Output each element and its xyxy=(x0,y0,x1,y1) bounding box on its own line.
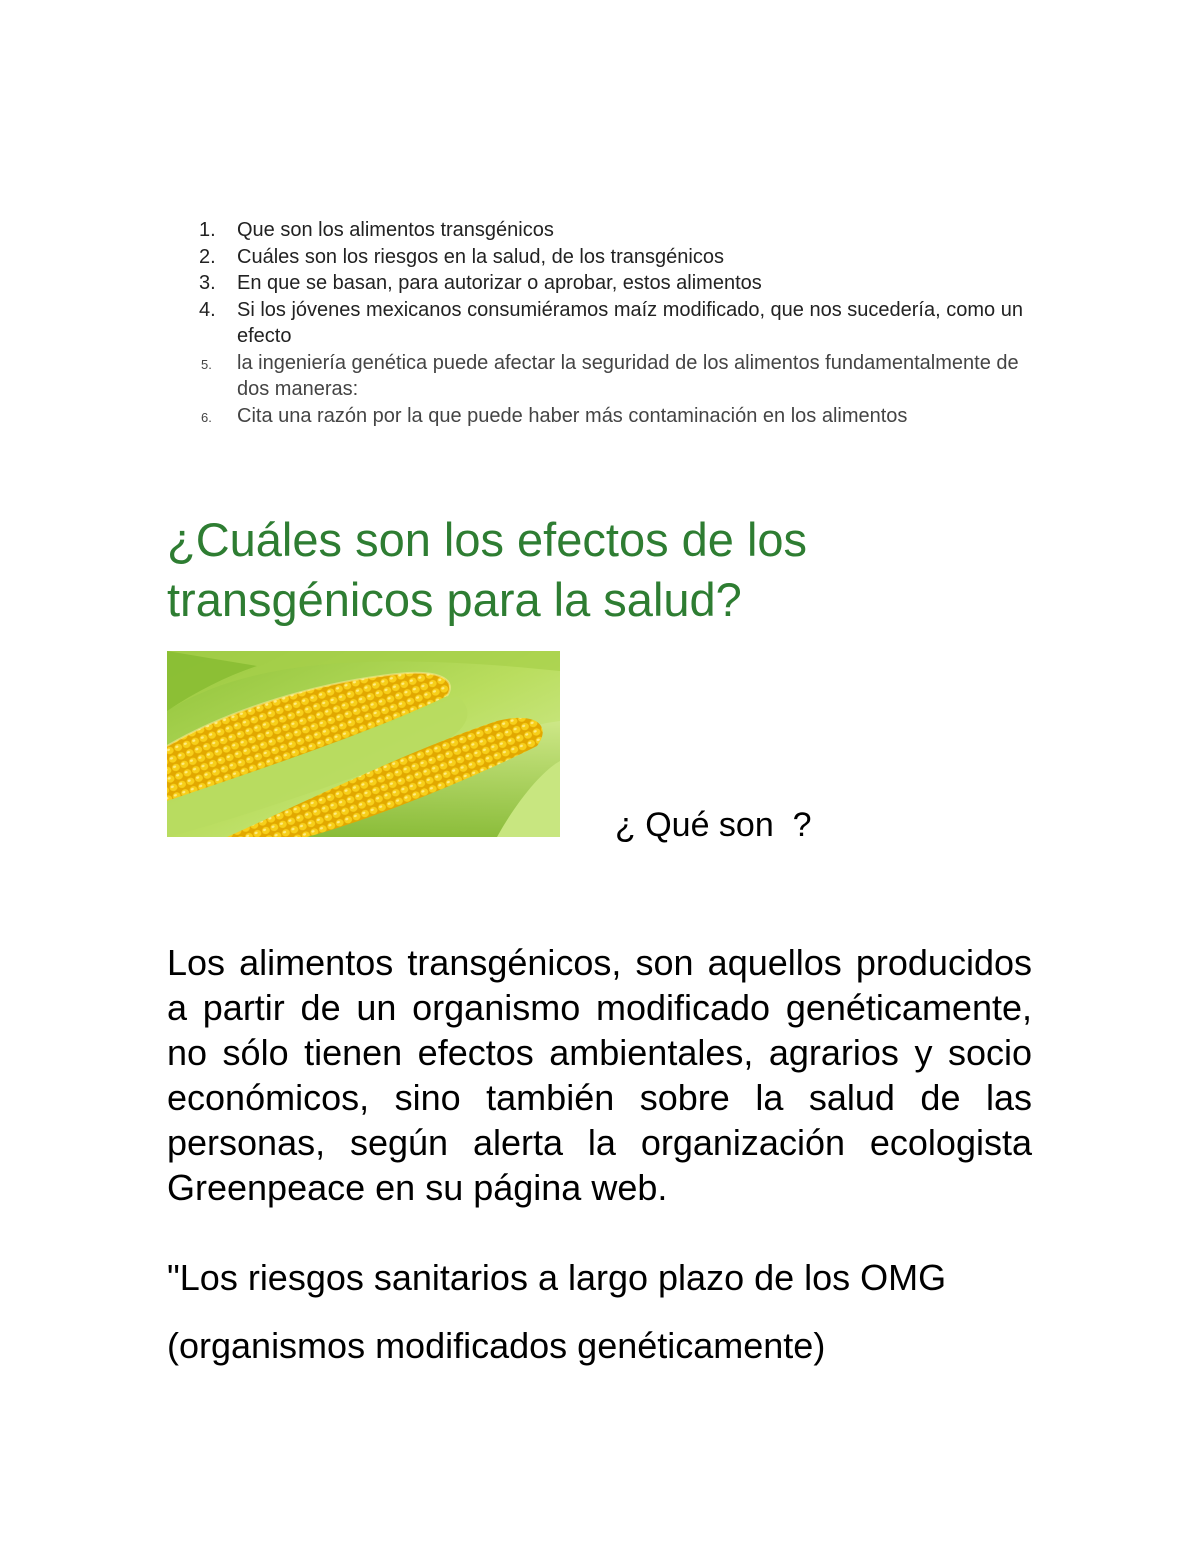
list-item xyxy=(167,270,1047,297)
list-number: 1. xyxy=(199,219,216,241)
section-heading: ¿Cuáles son los efectos de los transgénicos para la salud? xyxy=(167,513,808,626)
subheading: ¿ Qué son ? xyxy=(615,806,812,844)
list-item xyxy=(167,217,1047,244)
body-paragraph: Los alimentos transgénicos, son aquellos producidos a partir de un organismo modificado genéticamente, no sólo tienen efectos ambientales, agrarios y socio económicos, sino también sobre la salud de las personas, según alerta la organización ecologista Greenpeace en su página web. xyxy=(167,942,1032,1208)
corn-image xyxy=(167,651,560,837)
quote-line: "Los riesgos sanitarios a largo plazo de los OMG xyxy=(167,1257,947,1298)
question-list xyxy=(167,217,1047,429)
list-item-text: Que son los alimentos transgénicos xyxy=(237,219,554,241)
list-item xyxy=(167,403,1047,430)
list-item-text: Si los jóvenes mexicanos consumiéramos maíz modificado, que nos sucedería, como un efecto xyxy=(237,298,1023,347)
list-item-text: Cita una razón por la que puede haber más contaminación en los alimentos xyxy=(237,404,908,427)
list-item-text: En que se basan, para autorizar o aprobar, estos alimentos xyxy=(237,272,762,294)
list-number: 5. xyxy=(201,356,212,372)
list-item xyxy=(167,244,1047,271)
parenthetical-line: (organismos modificados genéticamente) xyxy=(167,1325,826,1366)
list-number: 3. xyxy=(199,272,216,294)
list-number: 6. xyxy=(201,409,212,425)
list-item xyxy=(167,350,1047,403)
list-number: 4. xyxy=(199,298,216,321)
list-item-text: Cuáles son los riesgos en la salud, de los transgénicos xyxy=(237,245,724,268)
list-item-text: la ingeniería genética puede afectar la seguridad de los alimentos fundamentalmente de dos maneras: xyxy=(237,351,1019,400)
list-number: 2. xyxy=(199,245,216,268)
list-item xyxy=(167,297,1047,350)
